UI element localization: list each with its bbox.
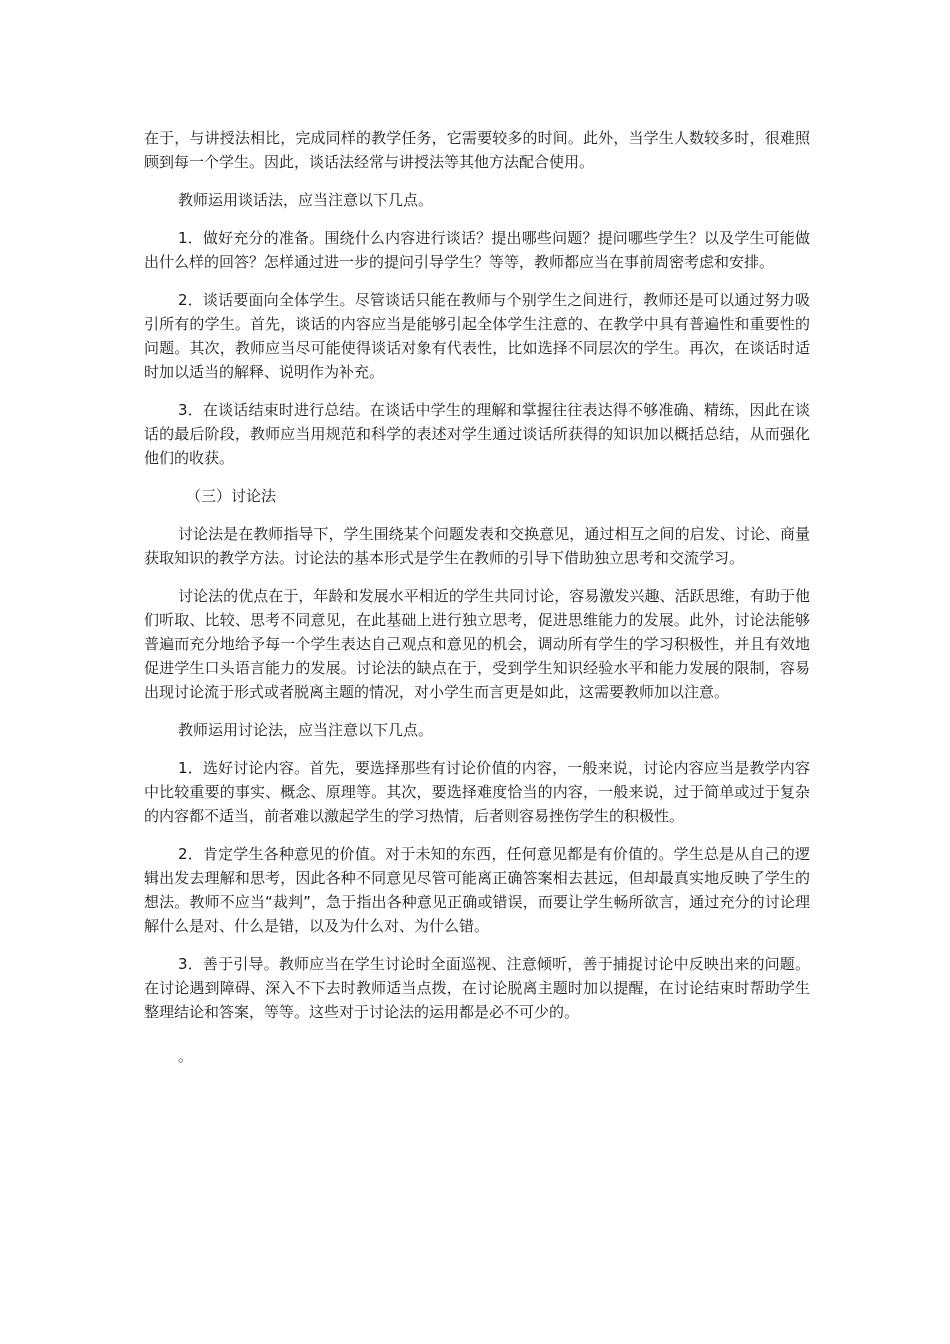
paragraph-trailing-mark: 。 [178, 1047, 194, 1065]
paragraph-discussion-intro: 教师运用讨论法，应当注意以下几点。 [178, 721, 434, 739]
document-page [144, 126, 810, 1082]
paragraph-discussion-pros-cons: 讨论法的优点在于，年龄和发展水平相近的学生共同讨论，容易激发兴趣、活跃思维，有助于他们听取、比较、思考不同意见，在此基础上进行独立思考，促进思维能力的发展。此外，讨论法能够普遍而充分地给予每一个学生表达自己观点和意见的机会，调动所有学生的学习积极性，并且有效地促进学生口头语言能力的发展。讨论法的缺点在于，受到学生知识经验水平和能力发展的限制，容易出现讨论流于形式或者脱离主题的情况，对小学生而言更是如此，这需要教师加以注意。 [144, 587, 810, 701]
paragraph-continuation: 在于，与讲授法相比，完成同样的教学任务，它需要较多的时间。此外，当学生人数较多时，很难照顾到每一个学生。因此，谈话法经常与讲授法等其他方法配合使用。 [144, 129, 810, 171]
paragraph-talk-point-2: 2．谈话要面向全体学生。尽管谈话只能在教师与个别学生之间进行，教师还是可以通过努力吸引所有的学生。首先，谈话的内容应当是能够引起全体学生注意的、在教学中具有普遍性和重要性的问题。其次，教师应当尽可能使得谈话对象有代表性，比如选择不同层次的学生。再次，在谈话时适时加以适当的解释、说明作为补充。 [144, 291, 810, 381]
paragraph-talk-point-1: 1．做好充分的准备。围绕什么内容进行谈话？提出哪些问题？提问哪些学生？以及学生可能做出什么样的回答？怎样通过进一步的提问引导学生？等等，教师都应当在事前周密考虑和安排。 [144, 229, 810, 271]
paragraph-discussion-point-2: 2．肯定学生各种意见的价值。对于未知的东西，任何意见都是有价值的。学生总是从自己的逻辑出发去理解和思考，因此各种不同意见尽管可能离正确答案相去甚远，但却最真实地反映了学生的想法。教师不应当“裁判”，急于指出各种意见正确或错误，而要让学生畅所欲言，通过充分的讨论理解什么是对、什么是错，以及为什么对、为什么错。 [144, 845, 810, 935]
paragraph-talk-method-intro: 教师运用谈话法，应当注意以下几点。 [178, 191, 434, 209]
paragraph-talk-point-3: 3．在谈话结束时进行总结。在谈话中学生的理解和掌握往往表达得不够准确、精练，因此在谈话的最后阶段，教师应当用规范和科学的表述对学生通过谈话所获得的知识加以概括总结，从而强化他们的收获。 [144, 401, 810, 467]
paragraph-discussion-definition: 讨论法是在教师指导下，学生围绕某个问题发表和交换意见，通过相互之间的启发、讨论、商量获取知识的教学方法。讨论法的基本形式是学生在教师的引导下借助独立思考和交流学习。 [144, 525, 810, 567]
paragraph-discussion-point-3: 3．善于引导。教师应当在学生讨论时全面巡视、注意倾听，善于捕捉讨论中反映出来的问题。在讨论遇到障碍、深入不下去时教师适当点拨，在讨论脱离主题时加以提醒，在讨论结束时帮助学生整理结论和答案，等等。这些对于讨论法的运用都是必不可少的。 [144, 955, 810, 1021]
section-heading-discussion: （三）讨论法 [186, 487, 277, 505]
paragraph-discussion-point-1: 1．选好讨论内容。首先，要选择那些有讨论价值的内容，一般来说，讨论内容应当是教学内容中比较重要的事实、概念、原理等。其次，要选择难度恰当的内容，一般来说，过于简单或过于复杂的内容都不适当，前者难以激起学生的学习热情，后者则容易挫伤学生的积极性。 [144, 759, 810, 825]
